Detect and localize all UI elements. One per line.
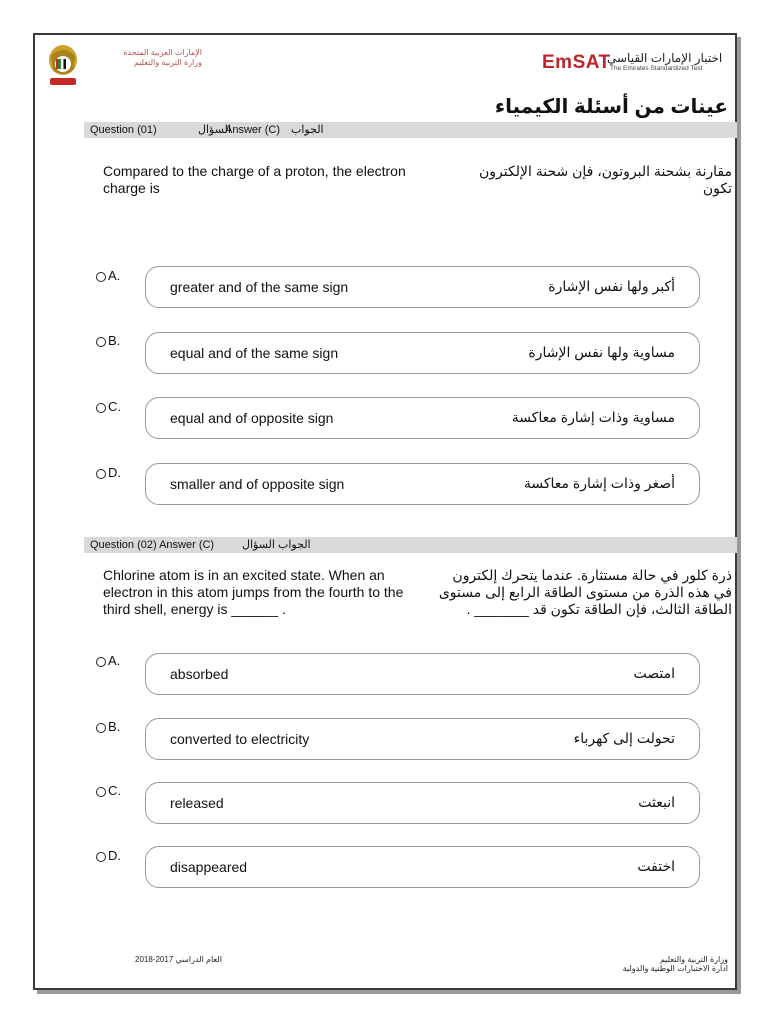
option-letter: A.: [108, 268, 121, 283]
radio-q2-d[interactable]: [96, 852, 106, 862]
emsat-english-name: The Emirates Standardized Test: [610, 65, 703, 72]
option-q1-d[interactable]: [145, 463, 700, 505]
radio-q1-c[interactable]: [96, 403, 106, 413]
question-2-bar-ar: الجواب السؤال: [242, 539, 311, 551]
radio-q1-b[interactable]: [96, 337, 106, 347]
emsat-logo: [528, 52, 728, 78]
question-2-ar-line-2: في هذه الذرة من مستوى الطاقة الرابع إلى مستوى: [438, 584, 732, 600]
question-1-number-ar: السؤال: [198, 124, 231, 136]
option-text-en: absorbed: [170, 666, 229, 682]
radio-q2-b[interactable]: [96, 723, 106, 733]
option-q2-a[interactable]: [145, 653, 700, 695]
radio-q2-c[interactable]: [96, 787, 106, 797]
page-title: عينات من أسئلة الكيمياء: [494, 96, 728, 118]
question-1-text-en: [103, 163, 433, 197]
option-letter: B.: [108, 333, 121, 348]
question-1-line-1: Compared to the charge of a proton, the electron: [103, 163, 406, 179]
question-1-answer: Answer (C): [225, 124, 281, 136]
uae-emblem-icon: [46, 42, 80, 88]
question-1-line-2: charge is: [103, 180, 160, 196]
option-text-en: disappeared: [170, 859, 248, 875]
question-1-ar-line-2: تكون: [702, 180, 732, 196]
ministry-line-1: الإمارات العربية المتحدة: [123, 48, 202, 57]
option-text-en: greater and of the same sign: [170, 279, 349, 295]
option-letter: C.: [108, 783, 121, 798]
emsat-word: EmSAT: [542, 52, 611, 73]
question-2-text-ar: [432, 567, 732, 618]
option-text-ar: أصغر وذات إشارة معاكسة: [523, 475, 675, 491]
ministry-line-2: وزارة التربية والتعليم: [133, 58, 202, 67]
option-text-en: released: [170, 795, 224, 811]
question-1-ar-line-1: مقارنة بشحنة البروتون، فإن شحنة الإلكترون: [478, 163, 732, 179]
question-1-answer-ar: الجواب: [291, 124, 324, 136]
option-q2-d[interactable]: [145, 846, 700, 888]
footer-department-name: ادارة الاختبارات الوطنية والدولية: [622, 964, 728, 973]
question-1-number: Question (01): [90, 124, 157, 136]
question-2-line-3: third shell, energy is ______ .: [103, 601, 286, 617]
ministry-name-ar: [82, 48, 202, 68]
option-text-en: equal and of opposite sign: [170, 410, 334, 426]
option-q1-a[interactable]: [145, 266, 700, 308]
footer-ministry-name: وزارة التربية والتعليم: [659, 955, 728, 964]
option-text-ar: أكبر ولها نفس الإشارة: [548, 278, 675, 294]
question-2-bar: [84, 537, 737, 553]
radio-q1-a[interactable]: [96, 272, 106, 282]
option-q1-c[interactable]: [145, 397, 700, 439]
radio-q2-a[interactable]: [96, 657, 106, 667]
option-q1-b[interactable]: [145, 332, 700, 374]
question-1-bar: [84, 122, 737, 138]
option-text-en: equal and of the same sign: [170, 345, 339, 361]
option-q2-c[interactable]: [145, 782, 700, 824]
option-text-ar: اختفت: [637, 858, 675, 874]
option-text-ar: انبعثت: [638, 794, 675, 810]
question-2-line-2: electron in this atom jumps from the fourth to the: [103, 584, 404, 600]
option-text-ar: مساوية وذات إشارة معاكسة: [511, 409, 675, 425]
option-letter: D.: [108, 465, 121, 480]
question-2-number-answer: Question (02) Answer (C): [90, 539, 215, 551]
footer-ministry: [623, 955, 728, 973]
option-text-en: converted to electricity: [170, 731, 310, 747]
question-2-ar-line-1: ذرة كلور في حالة مستثارة. عندما يتحرك إلكترون: [452, 567, 732, 583]
option-letter: C.: [108, 399, 121, 414]
option-letter: A.: [108, 653, 121, 668]
option-q2-b[interactable]: [145, 718, 700, 760]
option-text-ar: مساوية ولها نفس الإشارة: [528, 344, 675, 360]
radio-q1-d[interactable]: [96, 469, 106, 479]
question-2-line-1: Chlorine atom is in an excited state. When an: [103, 567, 385, 583]
option-text-ar: امتصت: [633, 665, 675, 681]
option-text-en: smaller and of opposite sign: [170, 476, 345, 492]
option-letter: B.: [108, 719, 121, 734]
option-text-ar: تحولت إلى كهرباء: [573, 730, 675, 746]
footer-academic-year: العام الدراسي 2017-2018: [135, 955, 222, 964]
question-2-text-en: [103, 567, 433, 618]
question-2-ar-line-3: الطاقة الثالث، فإن الطاقة تكون قد _______ .: [466, 601, 732, 617]
question-1-text-ar: [432, 163, 732, 197]
emsat-arabic-name: اختبار الإمارات القياسي: [607, 51, 723, 65]
option-letter: D.: [108, 848, 121, 863]
